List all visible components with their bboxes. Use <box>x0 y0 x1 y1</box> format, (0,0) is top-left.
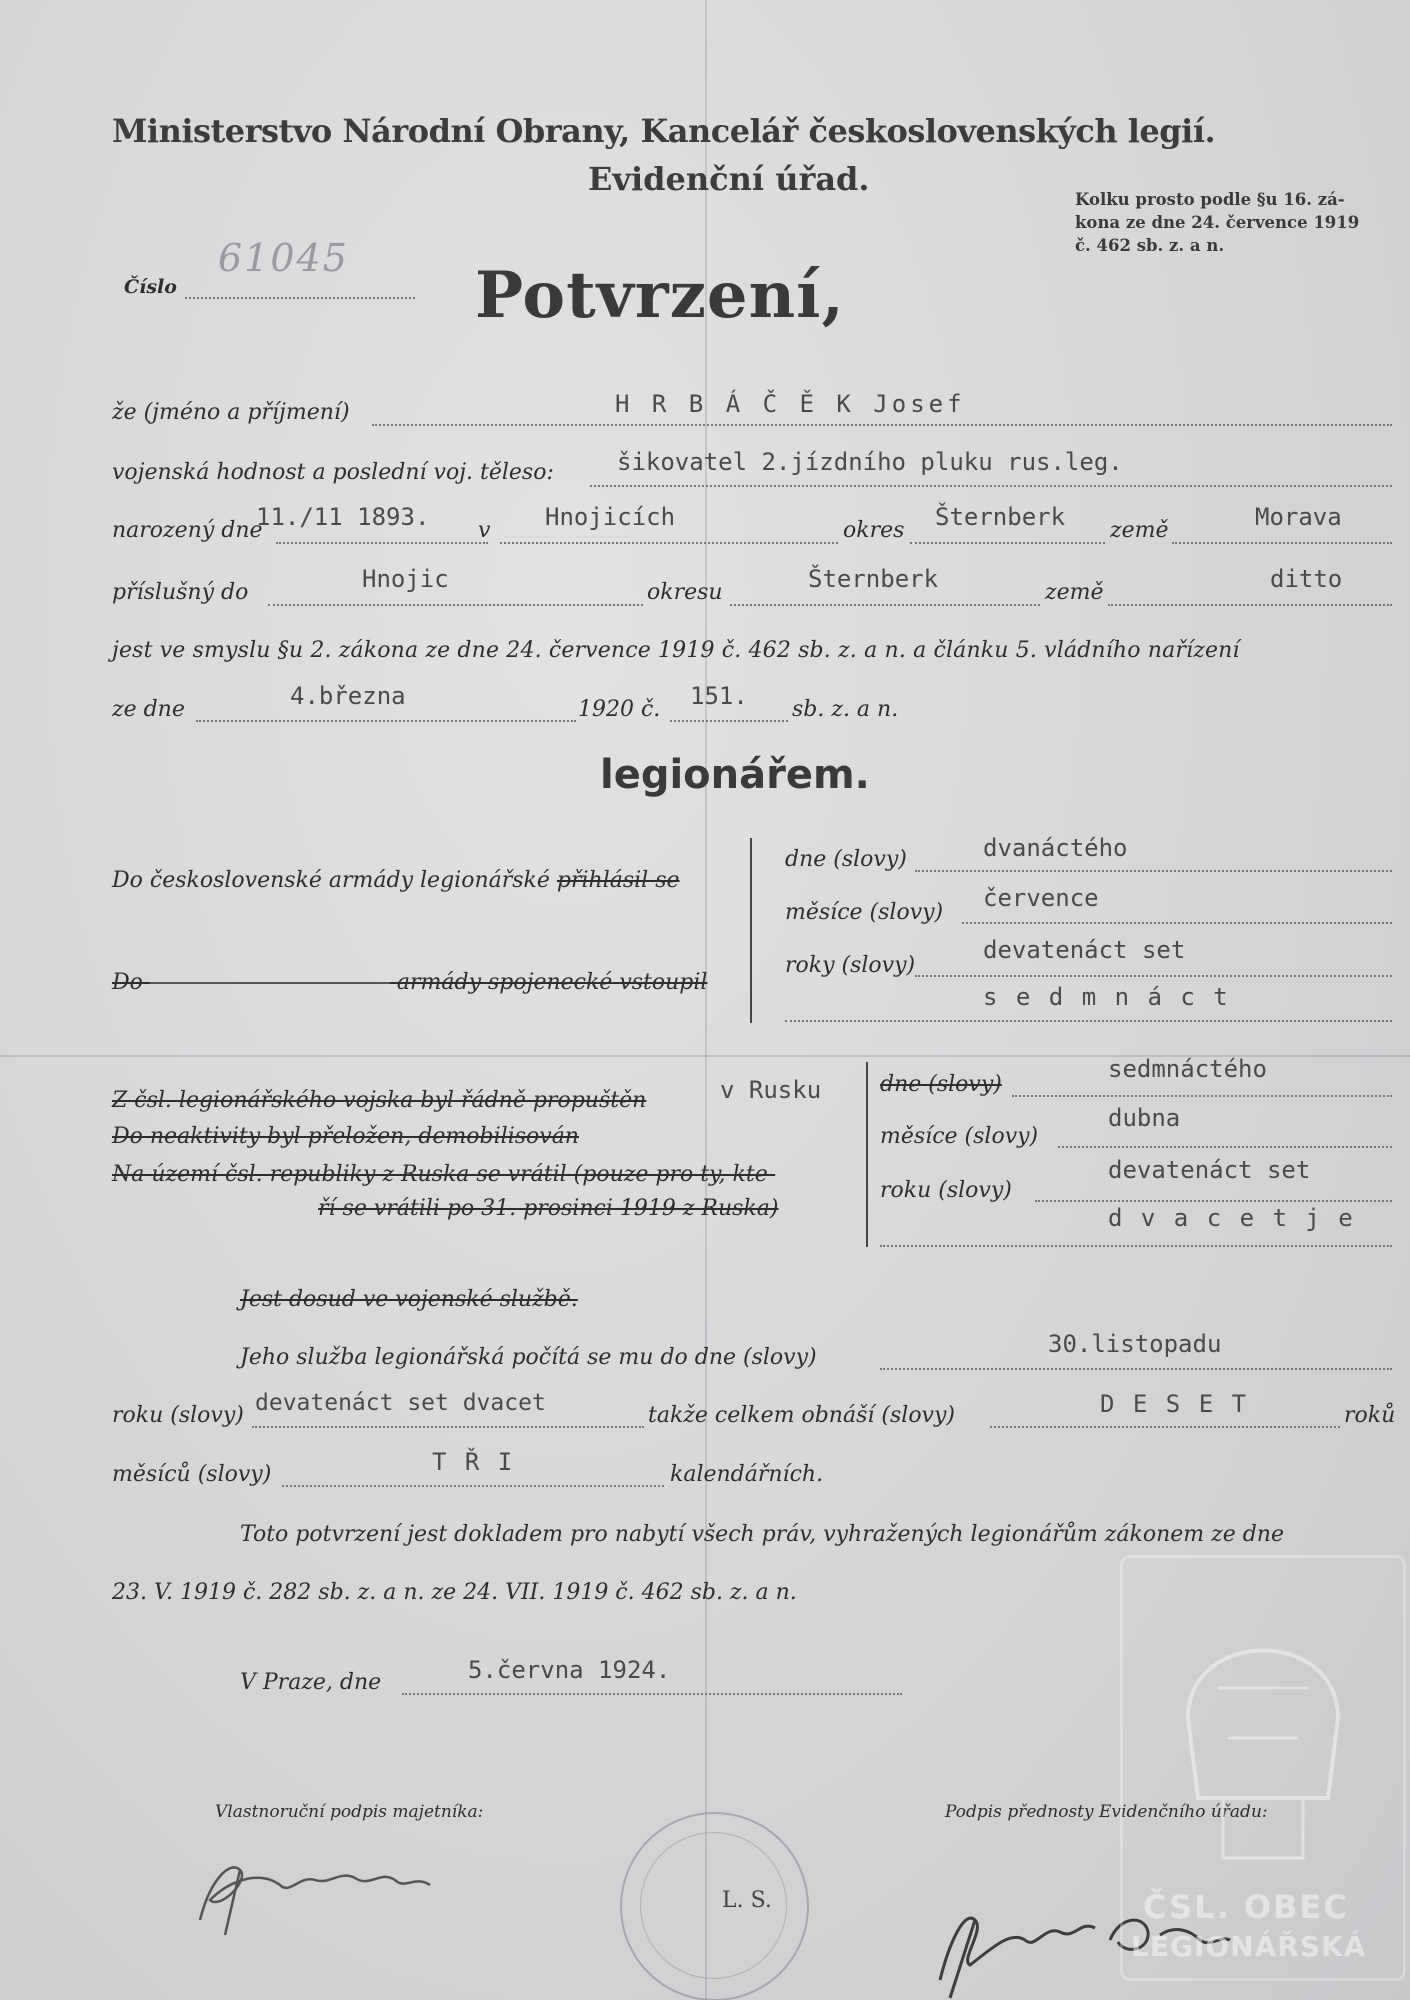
header-ministry: Ministerstvo Národní Obrany, Kancelář československých legií. <box>112 112 1216 150</box>
enlist-mesice-value: července <box>983 884 1099 912</box>
enlist-roku-label: roky (slovy) <box>785 953 916 978</box>
ls-text: L. S. <box>722 1888 772 1913</box>
watermark-emblem <box>1120 1555 1406 1981</box>
header-office: Evidenční úřad. <box>588 160 870 198</box>
place-date: 5.června 1924. <box>468 1656 671 1684</box>
service-mesicu-value: T Ř I <box>432 1448 515 1476</box>
born-v: v <box>478 518 491 543</box>
law-num: 151. <box>690 682 748 710</box>
name-line <box>372 424 1392 426</box>
law-suffix: sb. z. a n. <box>792 697 899 722</box>
prisl-line <box>268 604 643 606</box>
release-brace <box>866 1062 868 1247</box>
release-mesice-value: dubna <box>1108 1104 1181 1132</box>
release-l1: Z čsl. legionářského vojska byl řádně propuštěn <box>112 1088 647 1113</box>
zeme-label: země <box>1110 518 1169 543</box>
law-num-line <box>670 720 788 722</box>
service-mesicu-line <box>282 1485 664 1487</box>
watermark-line1: ČSL. OBEC <box>1143 1888 1349 1926</box>
enlist-roku-value2: s e d m n á c t <box>983 983 1230 1011</box>
owner-signature <box>180 1840 460 1940</box>
rank-line <box>590 485 1392 487</box>
release-l4: ří se vrátili po 31. prosinci 1919 z Ruska) <box>318 1196 779 1221</box>
service-mesicu-label: měsíců (slovy) <box>112 1462 272 1487</box>
born-place-line <box>500 542 838 544</box>
stamp-exemption-note: Kolku prosto podle §u 16. zá- kona ze dne 24. července 1919 č. 462 sb. z. a n. <box>1075 190 1360 255</box>
law-ze-dne: ze dne <box>112 697 185 722</box>
enlist-brace <box>750 838 752 1023</box>
born-label: narozený dne <box>112 518 263 543</box>
service-count-label: Jeho služba legionářská počítá se mu do dne (slovy) <box>240 1345 817 1370</box>
legionar-heading: legionářem. <box>600 752 870 798</box>
law-year: 1920 č. <box>578 697 661 722</box>
okres-value: Šternberk <box>935 503 1066 531</box>
enlist-roku-line <box>915 975 1392 977</box>
zeme2-line <box>1108 604 1392 606</box>
release-l3: Na území čsl. republiky z Ruska se vrátil (pouze pro ty, kte- <box>112 1162 776 1187</box>
release-roku-line2 <box>880 1245 1392 1247</box>
service-total-value: D E S E T <box>1100 1390 1249 1418</box>
prisl-label: příslušný do <box>112 580 249 605</box>
enlist-roku-line2 <box>785 1020 1392 1022</box>
enlist-left2: Do armády spojenecké vstoupil <box>112 970 708 995</box>
okresu-line <box>730 604 1040 606</box>
service-count-line <box>880 1368 1392 1370</box>
born-date: 11./11 1893. <box>256 503 430 531</box>
release-roku-value2: d v a c e t j e <box>1108 1204 1355 1232</box>
service-still: Jest dosud ve vojenské službě. <box>240 1287 578 1312</box>
watermark-line2: LEGIONÁŘSKÁ <box>1131 1930 1367 1963</box>
release-roku-label: roku (slovy) <box>880 1178 1012 1203</box>
place-line <box>402 1693 902 1695</box>
born-place: Hnojicích <box>545 503 676 531</box>
cislo-label: Číslo <box>124 276 177 298</box>
name-label: že (jméno a příjmení) <box>112 400 350 425</box>
service-total-label: takže celkem obnáší (slovy) <box>648 1403 956 1428</box>
born-date-line <box>276 542 488 544</box>
release-roku-line <box>1035 1200 1392 1202</box>
closing-l2: 23. V. 1919 č. 282 sb. z. a n. ze 24. VII. 1919 č. 462 sb. z. a n. <box>112 1580 797 1605</box>
okresu-label: okresu <box>647 580 723 605</box>
service-roku-label: roku (slovy) <box>112 1403 244 1428</box>
enlist-mesice-line <box>962 922 1392 924</box>
enlist-mesice-label: měsíce (slovy) <box>785 900 944 925</box>
zeme-line <box>1172 542 1392 544</box>
okresu-value: Šternberk <box>808 565 939 593</box>
release-roku-value: devatenáct set <box>1108 1156 1311 1184</box>
watermark-figure-icon <box>1128 1568 1398 1868</box>
release-dne-value: sedmnáctého <box>1108 1055 1267 1083</box>
service-roku-value: devatenáct set dvacet <box>255 1390 546 1416</box>
service-count-value: 30.listopadu <box>1048 1330 1222 1358</box>
enlist-dne-label: dne (slovy) <box>785 847 907 872</box>
cislo-line <box>185 297 415 299</box>
page-title: Potvrzení, <box>475 258 845 333</box>
enlist-dne-value: dvanáctého <box>983 834 1128 862</box>
service-total-line <box>990 1426 1340 1428</box>
rank-label: vojenská hodnost a poslední voj. těleso: <box>112 460 554 485</box>
prisl-value: Hnojic <box>362 565 449 593</box>
release-dne-line <box>1012 1095 1392 1097</box>
release-l2: Do neaktivity byl přeložen, demobilisován <box>112 1124 579 1149</box>
place-label: V Praze, dne <box>240 1670 382 1695</box>
release-mesice-line <box>1058 1146 1392 1148</box>
zeme-value: Morava <box>1255 503 1342 531</box>
law-text: jest ve smyslu §u 2. zákona ze dne 24. července 1919 č. 462 sb. z. a n. a článku 5. vládního nařízení <box>112 638 1240 663</box>
zeme2-label: země <box>1045 580 1104 605</box>
service-kal: kalendářních. <box>670 1462 824 1487</box>
cislo-value: 61045 <box>218 236 349 280</box>
owner-sign-label: Vlastnoruční podpis majetníka: <box>215 1802 484 1822</box>
service-roku-line <box>252 1426 644 1428</box>
service-roku-suffix: roků <box>1344 1403 1396 1428</box>
rank-value: šikovatel 2.jízdního pluku rus.leg. <box>617 448 1123 476</box>
release-l1-value: v Rusku <box>720 1076 822 1104</box>
law-date: 4.března <box>290 682 406 710</box>
law-date-line <box>196 720 576 722</box>
enlist-roku-value: devatenáct set <box>983 936 1186 964</box>
closing-l1: Toto potvrzení jest dokladem pro nabytí všech práv, vyhražených legionářům zákonem ze dne <box>240 1522 1284 1547</box>
okres-line <box>910 542 1105 544</box>
enlist-dne-line <box>915 870 1392 872</box>
chief-sign-label: Podpis přednosty Evidenčního úřadu: <box>945 1802 1268 1822</box>
release-mesice-label: měsíce (slovy) <box>880 1124 1039 1149</box>
enlist-left1: Do československé armády legionářské přihlásil se <box>112 868 680 893</box>
release-dne-label: dne (slovy) <box>880 1072 1002 1097</box>
okres-label: okres <box>843 518 905 543</box>
zeme2-value: ditto <box>1270 565 1343 593</box>
name-value: H R B Á Č Ě K Josef <box>615 390 966 418</box>
